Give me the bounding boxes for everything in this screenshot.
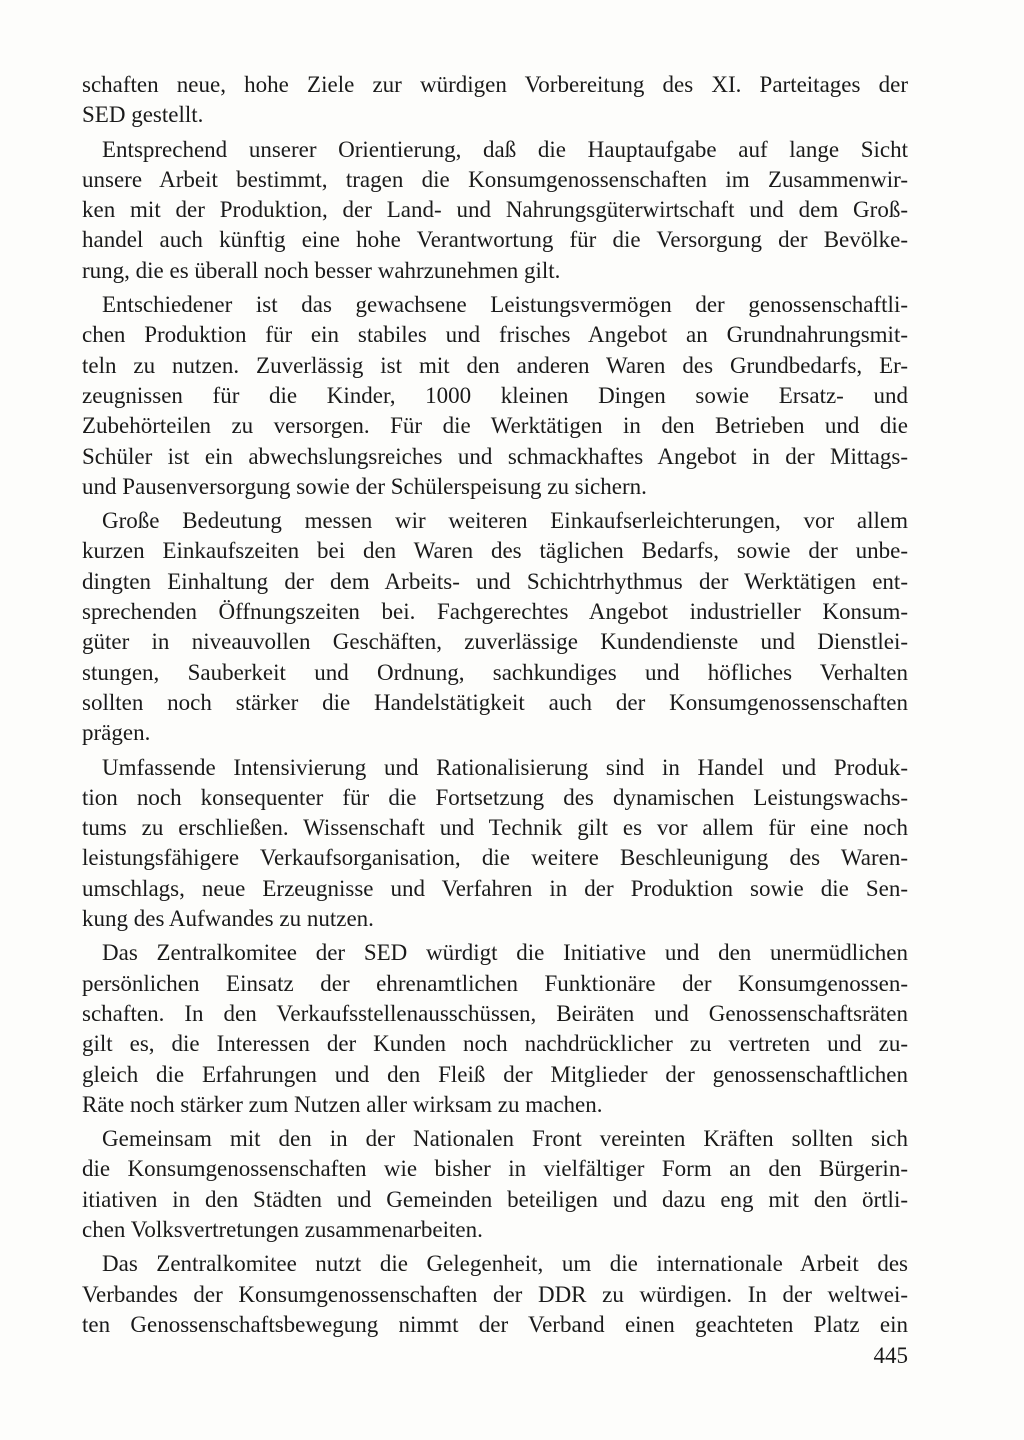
- text-line: güter in niveauvollen Geschäften, zuverlässige Kundendienste und Dienstlei-: [82, 629, 908, 655]
- text-line: Räte noch stärker zum Nutzen aller wirksam zu machen.: [82, 1091, 603, 1117]
- text-line: schaften. In den Verkaufsstellenausschüssen, Beiräten und Genossenschaftsräten: [82, 1000, 908, 1026]
- paragraph: [82, 70, 908, 131]
- text-line: itiativen in den Städten und Gemeinden beteiligen und dazu eng mit den örtli-: [82, 1186, 908, 1212]
- text-line: gilt es, die Interessen der Kunden noch nachdrücklicher zu vertreten und zu-: [82, 1031, 908, 1057]
- text-line: kung des Aufwandes zu nutzen.: [82, 906, 374, 932]
- text-line: umschlags, neue Erzeugnisse und Verfahren in der Produktion sowie die Sen-: [82, 875, 908, 901]
- text-line: persönlichen Einsatz der ehrenamtlichen Funktionäre der Konsumgenossen-: [82, 970, 908, 996]
- text-line: schaften neue, hohe Ziele zur würdigen Vorbereitung des XI. Parteitages der: [82, 72, 908, 97]
- text-line: tums zu erschließen. Wissenschaft und Technik gilt es vor allem für eine noch: [82, 815, 908, 841]
- text-line: leistungsfähigere Verkaufsorganisation, die weitere Beschleunigung des Waren-: [82, 845, 908, 871]
- text-line: Verbandes der Konsumgenossenschaften der DDR zu würdigen. In der weltwei-: [82, 1281, 908, 1307]
- text-line: chen Produktion für ein stabiles und frisches Angebot an Grundnahrungsmit-: [82, 322, 908, 348]
- text-line: unsere Arbeit bestimmt, tragen die Konsumgenossenschaften im Zusammenwir-: [82, 166, 908, 192]
- text-line: Das Zentralkomitee nutzt die Gelegenheit, um die internationale Arbeit des: [102, 1251, 908, 1277]
- text-line: chen Volksvertretungen zusammenarbeiten.: [82, 1216, 483, 1242]
- text-line: dingten Einhaltung der dem Arbeits- und Schichtrhythmus der Werktätigen ent-: [82, 568, 908, 594]
- paragraph: [82, 506, 908, 748]
- body-text: [82, 70, 908, 1340]
- text-line: Entsprechend unserer Orientierung, daß die Hauptaufgabe auf lange Sicht: [102, 136, 908, 162]
- text-line: prägen.: [82, 720, 151, 746]
- text-line: ten Genossenschaftsbewegung nimmt der Verband einen geachteten Platz ein: [82, 1311, 908, 1337]
- paragraph: [82, 1249, 908, 1340]
- text-line: SED gestellt.: [82, 102, 204, 128]
- text-line: tion noch konsequenter für die Fortsetzung des dynamischen Leistungswachs-: [82, 784, 908, 810]
- text-line: stungen, Sauberkeit und Ordnung, sachkundiges und höfliches Verhalten: [82, 659, 908, 685]
- text-line: teln zu nutzen. Zuverlässig ist mit den anderen Waren des Grundbedarfs, Er-: [82, 352, 908, 378]
- text-line: ken mit der Produktion, der Land- und Nahrungsgüterwirtschaft und dem Groß-: [82, 197, 908, 223]
- paragraph: [82, 1124, 908, 1245]
- page-number: 445: [873, 1343, 908, 1368]
- text-line: handel auch künftig eine hohe Verantwortung für die Versorgung der Bevölke-: [82, 227, 908, 253]
- text-line: rung, die es überall noch besser wahrzunehmen gilt.: [82, 257, 561, 283]
- text-line: zeugnissen für die Kinder, 1000 kleinen Dingen sowie Ersatz- und: [82, 382, 908, 408]
- text-line: Zubehörteilen zu versorgen. Für die Werktätigen in den Betrieben und die: [82, 413, 908, 439]
- text-line: Entschiedener ist das gewachsene Leistungsvermögen der genossenschaftli-: [102, 292, 908, 318]
- text-line: Schüler ist ein abwechslungsreiches und schmackhaftes Angebot in der Mittags-: [82, 443, 908, 469]
- text-line: sollten noch stärker die Handelstätigkeit auch der Konsumgenossenschaften: [82, 689, 908, 715]
- paragraph: [82, 938, 908, 1120]
- text-line: gleich die Erfahrungen und den Fleiß der Mitglieder der genossenschaftlichen: [82, 1061, 908, 1087]
- paragraph: [82, 135, 908, 286]
- text-line: und Pausenversorgung sowie der Schülerspeisung zu sichern.: [82, 473, 647, 499]
- text-line: sprechenden Öffnungszeiten bei. Fachgerechtes Angebot industrieller Konsum-: [82, 599, 908, 625]
- text-line: Das Zentralkomitee der SED würdigt die Initiative und den unermüdlichen: [102, 940, 908, 966]
- paragraph: [82, 290, 908, 502]
- text-line: Große Bedeutung messen wir weiteren Einkaufserleichterungen, vor allem: [102, 508, 908, 534]
- text-line: Gemeinsam mit den in der Nationalen Front vereinten Kräften sollten sich: [102, 1126, 908, 1152]
- paragraph: [82, 753, 908, 935]
- text-line: kurzen Einkaufszeiten bei den Waren des täglichen Bedarfs, sowie der unbe-: [82, 538, 908, 564]
- text-line: die Konsumgenossenschaften wie bisher in vielfältiger Form an den Bürgerin-: [82, 1156, 908, 1182]
- text-line: Umfassende Intensivierung und Rationalisierung sind in Handel und Produk-: [102, 754, 908, 780]
